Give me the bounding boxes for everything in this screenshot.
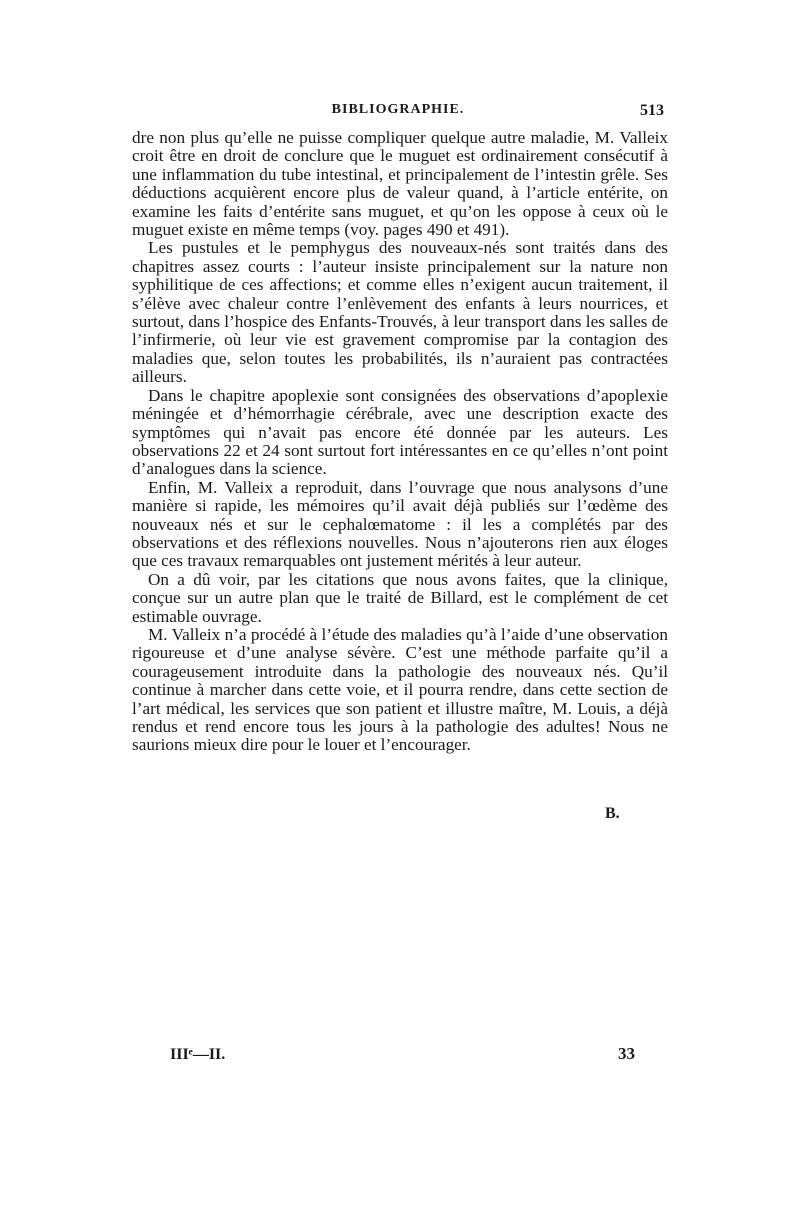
- paragraph-clinique: On a dû voir, par les citations que nous avons faites, que la clinique, conçue sur un autre plan que le traité de Billard, est le complément de cet estimable ouvrage.: [132, 569, 668, 626]
- paragraph-pustules: Les pustules et le pemphygus des nouveaux-nés sont traités dans des chapitres assez courts : l’auteur insiste principalement sur la nature non syphilitique de ces affections; et comme elles n’exigent aucun traitement, il s’élève avec chaleur contre l’enlèvement des enfants à leurs nourrices, et surtout, dans l’hospice des Enfants-Trouvés, à leur transport dans les salles de l’infirmerie, où leur vie est gravement compromise par la contagion des maladies que, selon toutes les probabilités, ils n’auraient pas contractées ailleurs.: [132, 238, 668, 387]
- paragraph-oedeme: Enfin, M. Valleix a reproduit, dans l’ouvrage que nous analysons d’une manière si rapide, les mémoires qu’il avait déjà publiés sur l’œdème des nouveaux nés et sur le cephalœmatome : il les a complétés par des observations et des réflexions nouvelles. Nous n’ajouterons rien aux éloges que ces travaux remarquables ont justement mérités à leur auteur.: [132, 477, 668, 571]
- running-head: BIBLIOGRAPHIE.: [331, 102, 465, 117]
- author-signature: B.: [605, 805, 620, 822]
- body-text: [132, 129, 668, 755]
- signature-mark: IIIᵉ—II.: [170, 1046, 226, 1063]
- gathering-number: 33: [618, 1044, 635, 1063]
- paragraph-apoplexie: Dans le chapitre apoplexie sont consignées des observations d’apoplexie méningée et d’hémorrhagie cérébrale, avec une description exacte des symptômes qui n’avait pas encore été donnée par les auteurs. Les observations 22 et 24 sont surtout fort intéressantes en ce qu’elles n’ont point d’analogues dans la science.: [132, 385, 668, 479]
- page-number: 513: [640, 102, 664, 119]
- page-header: [132, 102, 664, 122]
- paragraph-conclusion: M. Valleix n’a procédé à l’étude des maladies qu’à l’aide d’une observation rigoureuse et d’une analyse sévère. C’est une méthode parfaite qu’il a courageusement introduite dans la pathologie des nouveaux nés. Qu’il continue à marcher dans cette voie, et il pourra rendre, dans cette section de l’art médical, les services que son patient et illustre maître, M. Louis, a déjà rendus et rend encore tous les jours à la pathologie des adultes! Nous ne saurions mieux dire pour le louer et l’encourager.: [132, 624, 668, 755]
- paragraph-muguet: dre non plus qu’elle ne puisse compliquer quelque autre maladie, M. Valleix croit être en droit de conclure que le muguet est ordinairement consécutif à une inflammation du tube intestinal, et principalement de l’intestin grêle. Ses déductions acquièrent encore plus de valeur quand, à l’article entérite, on examine les faits d’entérite sans muguet, et qu’on les oppose à ceux où le muguet existe en même temps (voy. pages 490 et 491).: [132, 128, 668, 240]
